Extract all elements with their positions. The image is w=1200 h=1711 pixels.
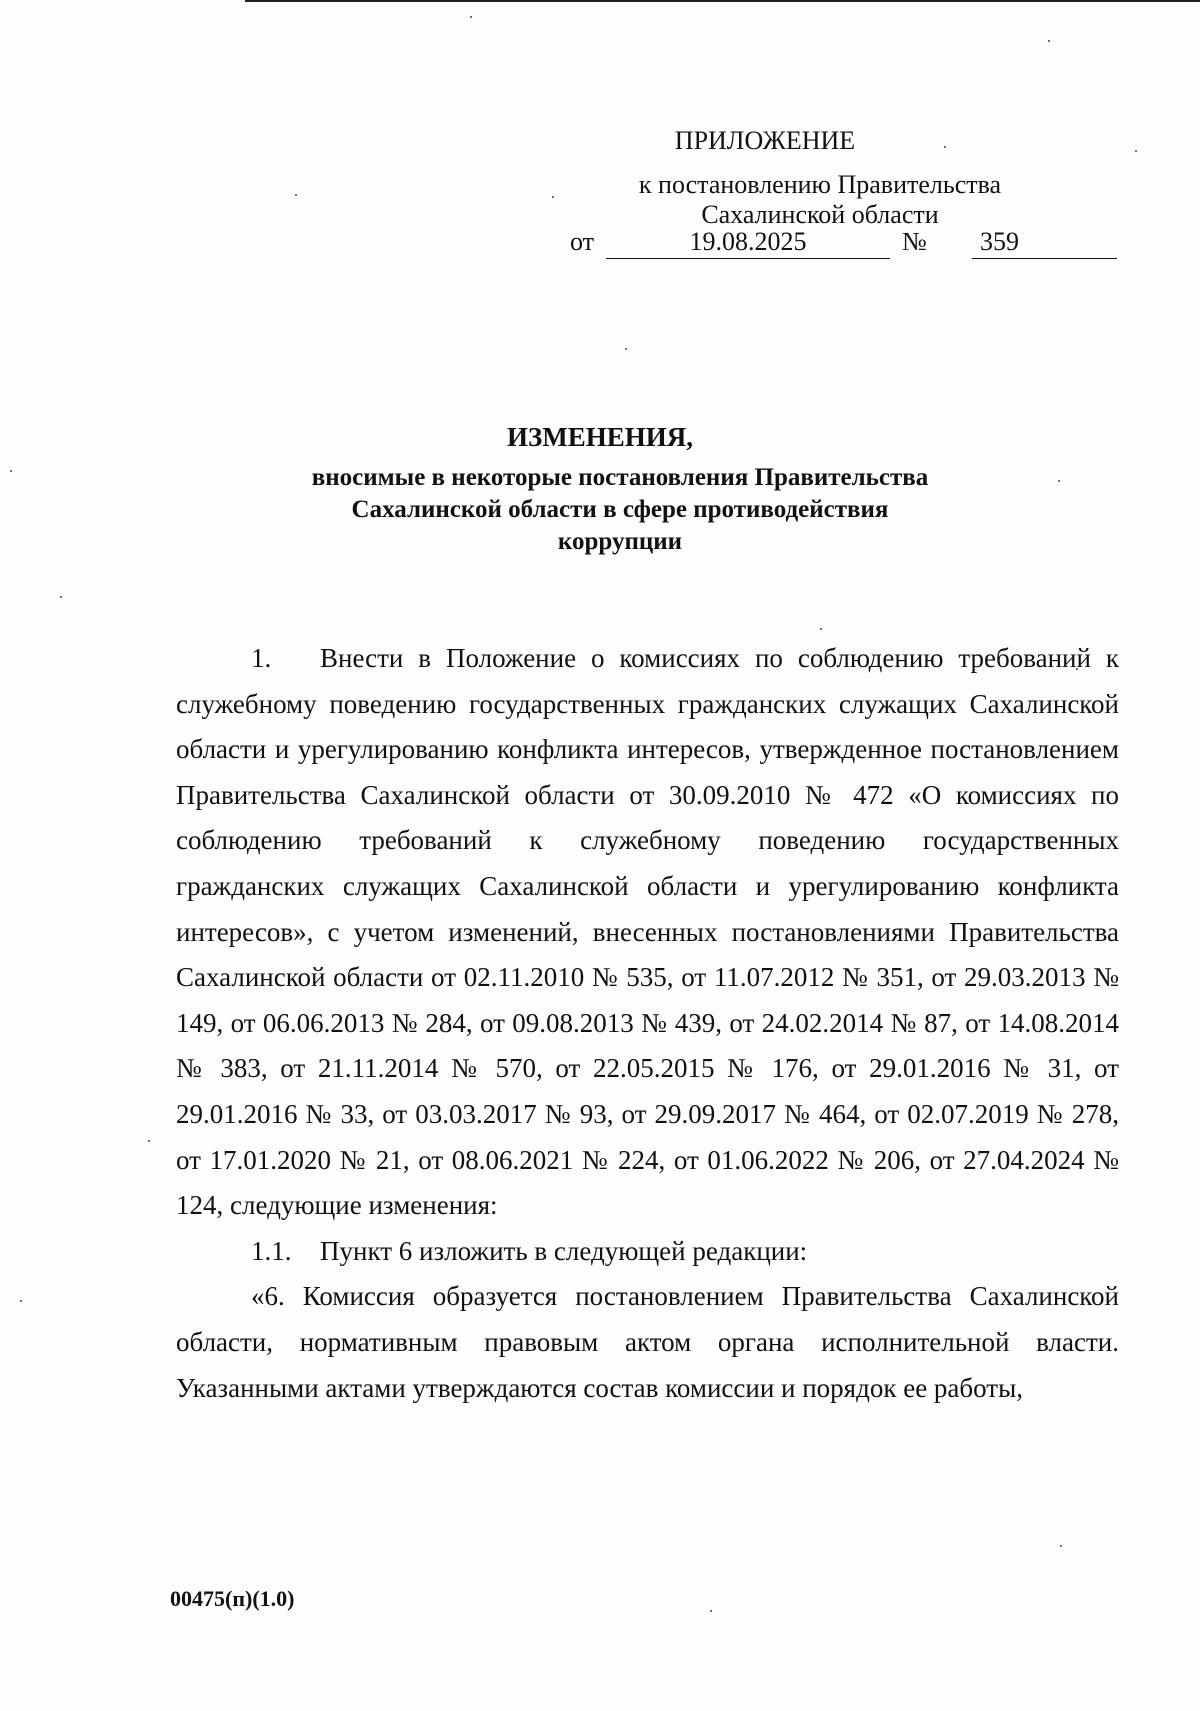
- annex-label: ПРИЛОЖЕНИЕ: [674, 126, 856, 155]
- paragraph-1-1-text: Пункт 6 изложить в следующей редакции:: [320, 1235, 808, 1266]
- scan-speck: [295, 194, 297, 196]
- scan-speck: [710, 1610, 712, 1612]
- scan-speck: [625, 348, 627, 350]
- from-label: от: [570, 227, 595, 256]
- decree-reference: [600, 170, 1040, 230]
- subtitle-line1: вносимые в некоторые постановления Правительства: [311, 464, 929, 491]
- scan-speck: [60, 596, 62, 598]
- decree-reference-line2: Сахалинской области: [701, 200, 939, 229]
- scan-speck: [470, 16, 472, 18]
- paragraph-1-text: Внести в Положение о комиссиях по соблюдению требований к служебному поведению государственных гражданских служащих Сахалинской области и урегулированию конфликта интересов, утвержденное постановлением Правительства Сахалинской области от 30.09.2010 № 472 «О комиссиях по соблюдению требований к служебному поведению государственных гражданских служащих Сахалинской области и урегулированию конфликта интересов», с учетом изменений, внесенных постановлениями Правительства Сахалинской области от 02.11.2010 № 535, от 11.07.2012 № 351, от 29.03.2013 № 149, от 06.06.2013 № 284, от 09.08.2013 № 439, от 24.02.2014 № 87, от 14.08.2014 № 383, от 21.11.2014 № 570, от 22.05.2015 № 176, от 29.01.2016 № 31, от 29.01.2016 № 33, от 03.03.2017 № 93, от 29.09.2017 № 464, от 02.07.2019 № 278, от 17.01.2020 № 21, от 08.06.2021 № 224, от 01.06.2022 № 206, от 27.04.2024 № 124, следующие изменения:: [176, 643, 1119, 1221]
- document-subtitle: [250, 462, 990, 558]
- top-scan-edge: [245, 0, 1200, 2]
- scan-speck: [20, 1300, 22, 1302]
- document-code: 00475(п)(1.0): [170, 1586, 295, 1611]
- scan-speck: [1058, 480, 1060, 482]
- scan-speck: [1060, 1545, 1062, 1547]
- scan-speck: [1135, 150, 1137, 152]
- scan-speck: [552, 196, 554, 198]
- paragraph-1-1-number: 1.1.: [251, 1235, 292, 1266]
- scan-speck: [1048, 40, 1050, 42]
- document-body: [176, 636, 1119, 1411]
- number-sign: №: [902, 227, 927, 256]
- subtitle-line3: коррупции: [557, 528, 683, 555]
- decree-number: 359: [980, 227, 1019, 256]
- scan-speck: [10, 470, 12, 472]
- subtitle-line2: Сахалинской области в сфере противодействия: [351, 496, 889, 523]
- paragraph-quote: «6. Комиссия образуется постановлением Правительства Сахалинской области, нормативным правовым актом органа исполнительной власти. Указанными актами утверждаются состав комиссии и порядок ее работы,: [176, 1281, 1119, 1403]
- decree-reference-line1: к постановлению Правительства: [638, 170, 1002, 199]
- decree-date: 19.08.2025: [606, 227, 890, 259]
- paragraph-1-1: [176, 1229, 1119, 1275]
- scan-speck: [820, 628, 822, 630]
- decree-number-field: [972, 227, 1117, 259]
- paragraph-1: [176, 636, 1119, 1229]
- scan-speck: [944, 146, 946, 148]
- document-title: ИЗМЕНЕНИЯ,: [506, 422, 693, 452]
- decree-date-number-row: [570, 227, 1130, 267]
- paragraph-1-number: 1.: [251, 643, 272, 673]
- scan-speck: [148, 1140, 150, 1142]
